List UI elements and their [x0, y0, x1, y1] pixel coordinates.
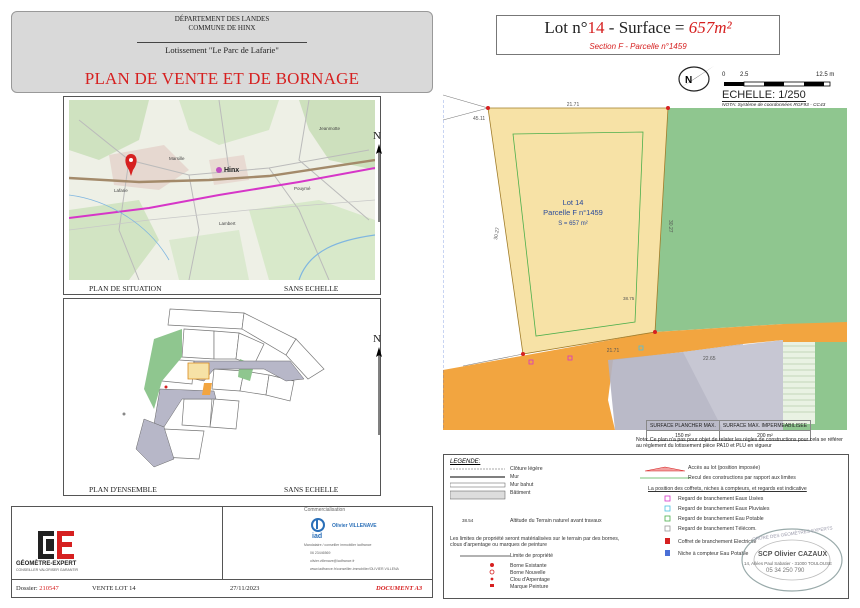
- legend-eau-potable: Regard de branchement Eau Potable: [678, 516, 764, 522]
- legend-title: LEGENDE:: [450, 459, 481, 465]
- dim-top: 21.71: [566, 102, 580, 108]
- document-label: DOCUMENT A3: [376, 585, 423, 592]
- company-tagline: CONSEILLER VALORISER GARANTIR: [16, 568, 78, 572]
- footer-divider: [222, 507, 223, 579]
- lot-plan-label-2: Parcelle F n°1459: [543, 208, 603, 217]
- iad-agency: iad: [312, 533, 323, 540]
- situation-map: [69, 100, 375, 280]
- legend-limits-text: Les limites de propriété seront matérialisées sur le terrain par des bornes, clous d'arpentage ou marques de peinture: [450, 536, 620, 548]
- date-label: 27/11/2023: [230, 585, 260, 592]
- legend-eaux-usees: Regard de branchement Eaux Usées: [678, 496, 764, 502]
- situation-north-arrow: [372, 130, 386, 220]
- legend-mur-bahut: Mur bahut: [510, 482, 534, 488]
- agent-web: www.iadfrance.fr/conseiller-immobilier/OLIVIER.VILLENA: [310, 567, 399, 571]
- svg-text:Marsille: Marsille: [169, 156, 185, 161]
- situation-scale-caption: SANS ECHELLE: [284, 284, 339, 293]
- surface-plancher-header: SURFACE PLANCHER MAX.: [647, 421, 720, 431]
- situation-panel: [63, 96, 381, 295]
- scale-tick-2: 12.5 m: [816, 72, 835, 78]
- footer-hline: [12, 579, 432, 580]
- dim-right: 30.27: [667, 220, 673, 233]
- situation-caption: PLAN DE SITUATION: [89, 284, 162, 293]
- lotissement-text: Lotissement "Le Parc de Lafarie": [165, 45, 279, 55]
- legend-altitude: Altitude du Terrain naturel avant travaux: [510, 518, 602, 524]
- legend-batiment: Bâtiment: [510, 490, 531, 496]
- lot-plan-label-1: Lot 14: [562, 198, 584, 207]
- stamp-phone: 05 34 250 790: [766, 568, 805, 574]
- legend-network-symbols: [664, 495, 674, 565]
- agent-email: olivier.villenave@iadfrance.fr: [310, 559, 355, 563]
- geometre-logo-icon: [38, 531, 78, 559]
- legend-recul: Recul des constructions par rapport aux limites: [688, 475, 796, 481]
- legend-peinture: Marque Peinture: [510, 584, 549, 590]
- legend-mur: Mur: [510, 474, 519, 480]
- stamp-address: 14, Allées Paul Sabatier - 31000 TOULOUSE: [744, 561, 832, 566]
- legend-eaux-pluviales: Regard de branchement Eaux Pluviales: [678, 506, 770, 512]
- ensemble-map: [64, 299, 380, 479]
- north-letter: N: [373, 130, 381, 142]
- north-letter: N: [373, 333, 381, 345]
- surface-plancher-value: 150 m²: [647, 431, 720, 441]
- lot-title: Lot n°14 - Surface = 657m²: [544, 18, 732, 37]
- agent-phone: 06 23446569: [310, 551, 331, 555]
- scale-nota: NOTA: Système de coordonnées RGF93 - CC43: [722, 103, 826, 108]
- legend-acces: Accès au lot (position imposée): [688, 465, 761, 471]
- lot-plan-label-3: S = 657 m²: [558, 221, 588, 227]
- ensemble-scale-caption: SANS ECHELLE: [284, 485, 339, 494]
- ensemble-panel: [63, 298, 381, 496]
- dim-bottom: 21.71: [606, 348, 620, 354]
- legend-symbols-left: [450, 465, 510, 505]
- ensemble-north-arrow: [372, 333, 386, 433]
- legend-symbols-markers: [450, 552, 510, 592]
- svg-text:Pouymé: Pouymé: [294, 186, 311, 191]
- legend-limite: Limite de propriété: [510, 553, 553, 559]
- vente-label: VENTE LOT 14: [92, 585, 136, 592]
- commune-text: COMMUNE DE HINX: [188, 24, 256, 32]
- dossier-number: 210547: [39, 585, 59, 592]
- legend-position-text: La position des coffrets, niches à compteurs, et regards est indicative: [648, 486, 807, 492]
- commercialisation-label: Commercialisation: [304, 507, 346, 513]
- lot-surface: 657m²: [688, 18, 732, 37]
- legend-niche-compteur: Niche à compteur Eau Potable: [678, 551, 749, 557]
- lot-number: 14: [587, 18, 605, 37]
- geometre-stamp: [740, 527, 844, 593]
- surface-impermeabilisee-value: 200 m²: [719, 431, 810, 441]
- legend-electricite: Coffret de branchement Electricité: [678, 539, 757, 545]
- title-block: [11, 11, 433, 93]
- svg-text:Lafarie: Lafarie: [114, 188, 128, 193]
- legend-borne-existante: Borne Existante: [510, 563, 547, 569]
- footer-block: [11, 506, 433, 598]
- surface-impermeabilisee-header: SURFACE MAX. IMPERMEABILISEE: [719, 421, 810, 431]
- legend-altitude-value: 38.54: [462, 518, 474, 523]
- legend-cloture: Clôture légère: [510, 466, 543, 472]
- construction-note: Nota: Ce plan n'a pas pour objet de relater les règles de constructions pour cela se référer au règlement du lotissement pièce PA10 et PLU en vigueur: [636, 437, 843, 450]
- dossier-field: Dossier: 210547: [16, 585, 59, 592]
- scale-tick-1: 2.5: [740, 72, 749, 78]
- ensemble-caption: PLAN D'ENSEMBLE: [89, 485, 157, 494]
- lot-plan: [443, 60, 847, 430]
- lot-altitude: 38.75: [623, 296, 635, 301]
- dim-road: 22.65: [703, 356, 716, 362]
- header-divider: [137, 42, 307, 43]
- legend-borne-nouvelle: Borne Nouvelle: [510, 570, 546, 576]
- company-name: GÉOMÈTRE-EXPERT: [16, 561, 77, 567]
- scale-label: ECHELLE: 1/250: [722, 89, 806, 101]
- lot-title-box: [496, 15, 780, 55]
- legend-panel: [443, 454, 849, 599]
- stamp-firm: SCP Olivier CAZAUX: [758, 551, 828, 558]
- agent-role: Mandataire / conseiller immobilier iadfrance: [304, 543, 372, 547]
- agent-name: Olivier VILLENAVE: [332, 523, 377, 529]
- department-text: DÉPARTEMENT DES LANDES: [174, 15, 270, 23]
- legend-symbols-right: [640, 465, 690, 481]
- dim-left: 30.27: [493, 226, 502, 241]
- lot-subtitle: Section F - Parcelle n°1459: [589, 42, 687, 51]
- svg-text:Lambert: Lambert: [219, 221, 236, 226]
- legend-clou: Clou d'Arpentage: [510, 577, 550, 583]
- legend-telecom: Regard de branchement Télécom.: [678, 526, 757, 532]
- svg-text:Jeanmotte: Jeanmotte: [319, 126, 341, 131]
- dim-top-left: 45.11: [473, 116, 486, 122]
- plan-title: PLAN DE VENTE ET DE BORNAGE: [84, 69, 360, 88]
- stamp-ring-text: ORDRE DES GÉOMÈTRES-EXPERTS: [752, 525, 833, 542]
- scale-tick-0: 0: [722, 72, 726, 78]
- svg-text:Hinx: Hinx: [224, 167, 240, 174]
- compass-letter: N: [685, 75, 693, 86]
